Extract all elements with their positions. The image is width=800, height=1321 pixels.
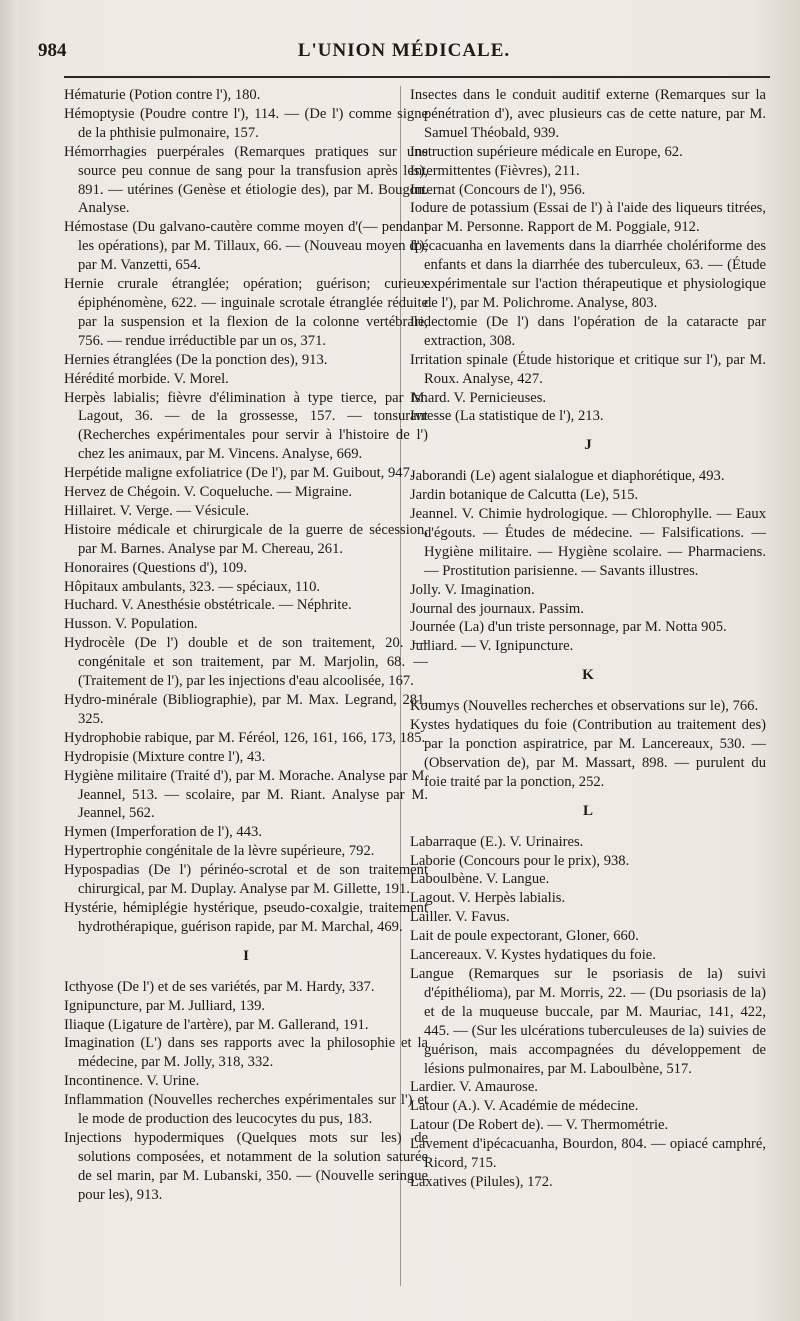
index-entry: Histoire médicale et chirurgicale de la guerre de sécession, par M. Barnes. Analyse par M. Chereau, 261. [64,521,428,557]
index-entry: Labarraque (E.). V. Urinaires. [410,833,584,850]
index-entry: Julliard. — V. Ignipuncture. [410,638,574,655]
index-entry: Hillairet. V. Verge. — Vésicule. [64,502,250,519]
page-number: 984 [38,40,67,61]
running-title: L'UNION MÉDICALE. [297,40,511,61]
index-entry: Hémorrhagies puerpérales (Remarques pratiques sur une source peu connue de sang pour la transfusion après les), 891. — utérines (Genèse et étiologie des), par M. Bougon. Analyse. [64,143,428,217]
index-entry: Lagout. V. Herpès labialis. [410,890,566,907]
index-entry: Hôpitaux ambulants, 323. — spéciaux, 110. [64,578,321,595]
index-entry: Hydrocèle (De l') double et de son traitement, 20. — congénitale et son traitement, par M. Marjolin, 68. — (Traitement de l'), par les injections d'eau alcoolisée, 167. [64,635,428,690]
index-entry: Hémoptysie (Poudre contre l'), 114. — (De l') comme signe de la phthisie pulmonaire, 157. [64,105,428,141]
binding-shadow [0,0,18,1321]
index-entry: Hydropisie (Mixture contre l'), 43. [64,748,266,765]
index-entry: Kystes hydatiques du foie (Contribution au traitement des) par la ponction aspiratrice, par M. Lancereaux, 530. — (Observation de), par M. Massart, 898. — purulent du foie traité par la ponction, 252. [410,717,766,790]
index-entry: Langue (Remarques sur le psoriasis de la) suivi d'épithélioma), par M. Morris, 22. — (Du psoriasis de la) et de la muqueuse buccale, par M. Mauriac, 141, 422, 445. — (Sur les ulcérations tuberculeuses de la) suivies de guérison, mais accompagnées du développement de lésions pulmonaires, par M. Laboulbène, 517. [410,965,766,1077]
section-letter: I [243,947,249,964]
left-column [64,86,428,1205]
index-entry: Lavement d'ipécacuanha, Bourdon, 804. — opiacé camphré, Ricord, 715. [410,1136,766,1172]
index-entry: Honoraires (Questions d'), 109. [64,559,247,576]
index-entry: Jolly. V. Imagination. [410,581,535,598]
index-entry: Ivresse (La statistique de l'), 213. [410,408,604,425]
index-entry: Insectes dans le conduit auditif externe (Remarques sur la pénétration d'), avec plusieurs cas de cette nature, par M. Samuel Théobald, 939. [410,87,766,141]
index-entry: Husson. V. Population. [64,616,198,633]
index-entry: Hydro-minérale (Bibliographie), par M. Max. Legrand, 281, 325. [64,692,428,727]
index-entry: Lailler. V. Favus. [410,909,510,926]
index-entry: Latour (A.). V. Académie de médecine. [410,1098,639,1115]
index-entry: Instruction supérieure médicale en Europe, 62. [410,143,683,160]
index-entry: Hématurie (Potion contre l'), 180. [64,87,261,103]
index-entry: Laxatives (Pilules), 172. [410,1173,553,1190]
index-entry: Hymen (Imperforation de l'), 443. [64,824,262,841]
index-entry: Injections hypodermiques (Quelques mots sur les) de solutions composées, et notamment de la solution saturée de sel marin, par M. Lubanski, 350. — (Nouvelle seringue pour les), 913. [64,1129,428,1203]
index-entry: Iodure de potassium (Essai de l') à l'aide des liqueurs titrées, par M. Personne. Rapport de M. Poggiale, 912. [410,200,766,236]
index-entry: Herpétide maligne exfoliatrice (De l'), par M. Guibout, 947. [64,465,414,482]
index-entry: Intermittentes (Fièvres), 211. [410,162,580,179]
index-entry: Herpès labialis; fièvre d'élimination à type tierce, par M. Lagout, 36. — de la grossesse, 157. — tonsurant (Recherches expérimentales pour servir à l'histoire de l') chez les animaux, par M. Vincens. Analyse, 669. [64,389,428,463]
index-entry: Latour (De Robert de). — V. Thermométrie. [410,1117,669,1134]
index-entry: Laboulbène. V. Langue. [410,871,550,888]
index-entry: Koumys (Nouvelles recherches et observations sur le), 766. [410,698,759,715]
right-column [410,86,766,1192]
index-entry: Journée (La) d'un triste personnage, par M. Notta 905. [410,619,727,636]
index-entry: Hypertrophie congénitale de la lèvre supérieure, 792. [64,843,375,860]
index-entry: Ignipuncture, par M. Julliard, 139. [64,997,266,1014]
index-entry: Hérédité morbide. V. Morel. [64,370,229,387]
index-entry: Internat (Concours de l'), 956. [410,181,586,198]
index-entry: Hernies étranglées (De la ponction des), 913. [64,351,328,368]
index-entry: Iridectomie (De l') dans l'opération de la cataracte par extraction, 308. [410,313,766,349]
index-entry: Irritation spinale (Étude historique et critique sur l'), par M. Roux. Analyse, 427. [410,351,766,387]
index-entry: Huchard. V. Anesthésie obstétricale. — Néphrite. [64,597,352,614]
index-entry: Icthyose (De l') et de ses variétés, par M. Hardy, 337. [64,978,375,995]
index-entry: Incontinence. V. Urine. [64,1073,200,1090]
page-header [38,40,770,68]
section-letter: K [582,667,594,684]
header-rule [64,76,770,78]
index-entry: Hystérie, hémiplégie hystérique, pseudo-coxalgie, traitement hydrothérapique, guérison rapide, par M. Marchal, 469. [64,899,428,935]
index-entry: Journal des journaux. Passim. [410,600,584,617]
index-entry: Jeannel. V. Chimie hydrologique. — Chlorophylle. — Eaux d'égouts. — Études de médecine. — Falsifications. — Hygiène militaire. — Hygiène scolaire. — Pharmaciens. — Prostitution parisienne. — Savants illustres. [410,506,766,579]
index-entry: Inflammation (Nouvelles recherches expérimentales sur l') et le mode de production des leucocytes du pus, 183. [64,1092,428,1128]
index-entry: Imagination (L') dans ses rapports avec la philosophie et la médecine, par M. Jolly, 318, 332. [64,1035,428,1071]
index-entry: Lardier. V. Amaurose. [410,1079,538,1096]
index-entry: Hygiène militaire (Traité d'), par M. Morache. Analyse par M. Jeannel, 513. — scolaire, par M. Riant. Analyse par M. Jeannel, 562. [64,767,428,822]
index-entry: Hypospadias (De l') périnéo-scrotal et de son traitement chirurgical, par M. Duplay. Analyse par M. Gillette, 191. [64,862,428,898]
index-entry: Jardin botanique de Calcutta (Le), 515. [410,487,639,504]
index-entry: Hervez de Chégoin. V. Coqueluche. — Migraine. [64,484,353,501]
index-entry: Isnard. V. Pernicieuses. [410,389,547,406]
index-entry: Hydrophobie rabique, par M. Féréol, 126, 161, 166, 173, 185. [64,729,426,746]
index-entry: Hémostase (Du galvano-cautère comme moyen d'(— pendant les opérations), par M. Tillaux, 66. — (Nouveau moyen d'), par M. Vanzetti, 654. [64,219,428,274]
index-entry: Jaborandi (Le) agent sialalogue et diaphorétique, 493. [410,468,725,485]
index-entry: Laborie (Concours pour le prix), 938. [410,852,630,869]
index-entry: Ipécacuanha en lavements dans la diarrhée cholériforme des enfants et dans la diarrhée des tuberculeux, 63. — (Étude expérimentale sur l'action thérapeutique et physiologique de l'), par M. Polichrome. Analyse, 803. [410,238,766,311]
index-entry: Hernie crurale étranglée; opération; guérison; curieux épiphénomène, 622. — inguinale scrotale étranglée réduite par la suspension et la flexion de la colonne vertébrale, 756. — rendue irréductible par un os, 371. [64,276,428,349]
section-letter: L [582,802,593,819]
index-entry: Lait de poule expectorant, Gloner, 660. [410,928,639,945]
index-entry: Iliaque (Ligature de l'artère), par M. Gallerand, 191. [64,1016,369,1033]
section-letter: J [584,437,592,454]
index-entry: Lancereaux. V. Kystes hydatiques du foie. [410,947,656,964]
